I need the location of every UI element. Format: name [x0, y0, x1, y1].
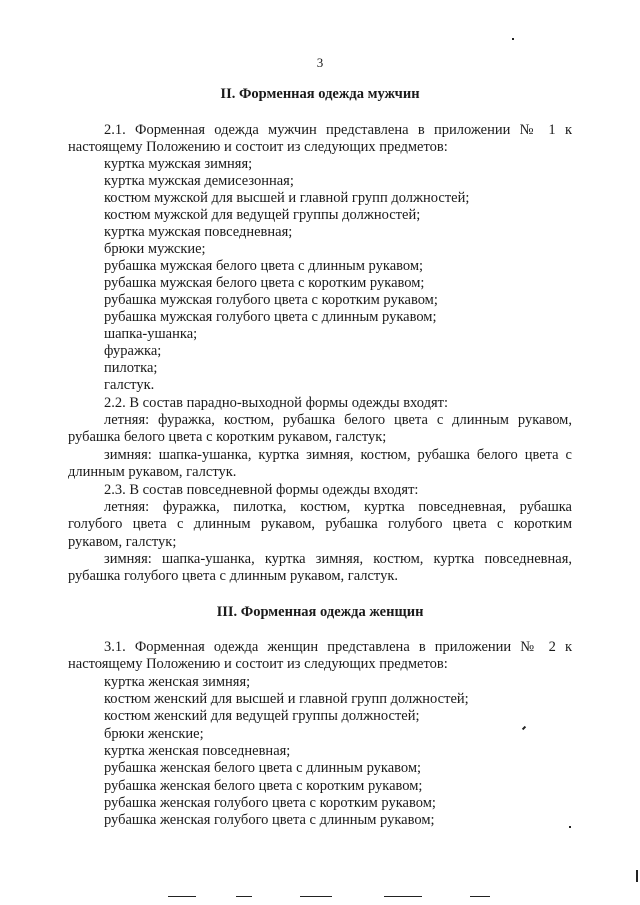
- list-item: рубашка мужская белого цвета с длинным рукавом;: [104, 258, 424, 274]
- list-item: брюки женские;: [104, 726, 204, 742]
- list-item: рубашка женская голубого цвета с длинным рукавом;: [104, 812, 435, 828]
- list-item: рубашка мужская белого цвета с коротким рукавом;: [104, 275, 425, 291]
- list-item: рубашка женская белого цвета с коротким рукавом;: [104, 778, 423, 794]
- paragraph-line: настоящему Положению и состоит из следующих предметов:: [68, 139, 448, 155]
- list-item: рубашка женская белого цвета с длинным рукавом;: [104, 760, 422, 776]
- list-item: костюм женский для высшей и главной групп должностей;: [104, 691, 469, 707]
- list-item: куртка мужская повседневная;: [104, 224, 293, 240]
- list-item: галстук.: [104, 377, 155, 393]
- list-item: куртка женская повседневная;: [104, 743, 291, 759]
- scan-edge-mark: [636, 870, 638, 882]
- scan-edge-mark: [300, 896, 332, 897]
- list-item: куртка женская зимняя;: [104, 674, 251, 690]
- paragraph-line: 2.1. Форменная одежда мужчин представлена в приложении № 1 к: [104, 122, 572, 138]
- paragraph-line: 2.2. В состав парадно-выходной формы одежды входят:: [104, 395, 448, 411]
- list-item: костюм женский для ведущей группы должностей;: [104, 708, 420, 724]
- section-2-heading: II. Форменная одежда мужчин: [220, 86, 420, 102]
- list-item: рубашка мужская голубого цвета с длинным рукавом;: [104, 309, 437, 325]
- scan-edge-mark: [384, 896, 422, 897]
- list-item: брюки мужские;: [104, 241, 206, 257]
- list-item: куртка мужская зимняя;: [104, 156, 253, 172]
- scan-speck: [569, 826, 571, 828]
- list-item: шапка-ушанка;: [104, 326, 198, 342]
- list-item: куртка мужская демисезонная;: [104, 173, 294, 189]
- scan-edge-mark: [168, 896, 196, 897]
- list-item: костюм мужской для ведущей группы должностей;: [104, 207, 421, 223]
- scan-edge-mark: [470, 896, 490, 897]
- scan-speck: [512, 38, 514, 40]
- list-item: пилотка;: [104, 360, 158, 376]
- list-item: рубашка мужская голубого цвета с коротким рукавом;: [104, 292, 438, 308]
- paragraph-line: 2.3. В состав повседневной формы одежды входят:: [104, 482, 419, 498]
- list-item: фуражка;: [104, 343, 162, 359]
- paragraph-line: рубашка голубого цвета с длинным рукавом, галстук.: [68, 568, 399, 584]
- list-item: рубашка женская голубого цвета с коротким рукавом;: [104, 795, 436, 811]
- paragraph-line: зимняя: шапка-ушанка, куртка зимняя, костюм, куртка повседневная,: [104, 551, 572, 567]
- paragraph-line: голубого цвета с длинным рукавом, рубашка голубого цвета с коротким: [68, 516, 572, 532]
- paragraph-line: летняя: фуражка, пилотка, костюм, куртка повседневная, рубашка: [104, 499, 572, 515]
- page-number: 3: [316, 55, 324, 70]
- paragraph-line: 3.1. Форменная одежда женщин представлена в приложении № 2 к: [104, 639, 572, 655]
- paragraph-line: длинным рукавом, галстук.: [68, 464, 237, 480]
- scan-edge-mark: [236, 896, 252, 897]
- paragraph-line: рубашка белого цвета с коротким рукавом, галстук;: [68, 429, 387, 445]
- section-3-heading: III. Форменная одежда женщин: [216, 604, 424, 620]
- paragraph-line: рукавом, галстук;: [68, 534, 177, 550]
- paragraph-line: летняя: фуражка, костюм, рубашка белого цвета с длинным рукавом,: [104, 412, 572, 428]
- paragraph-line: зимняя: шапка-ушанка, куртка зимняя, костюм, рубашка белого цвета с: [104, 447, 572, 463]
- list-item: костюм мужской для высшей и главной групп должностей;: [104, 190, 470, 206]
- paragraph-line: настоящему Положению и состоит из следующих предметов:: [68, 656, 448, 672]
